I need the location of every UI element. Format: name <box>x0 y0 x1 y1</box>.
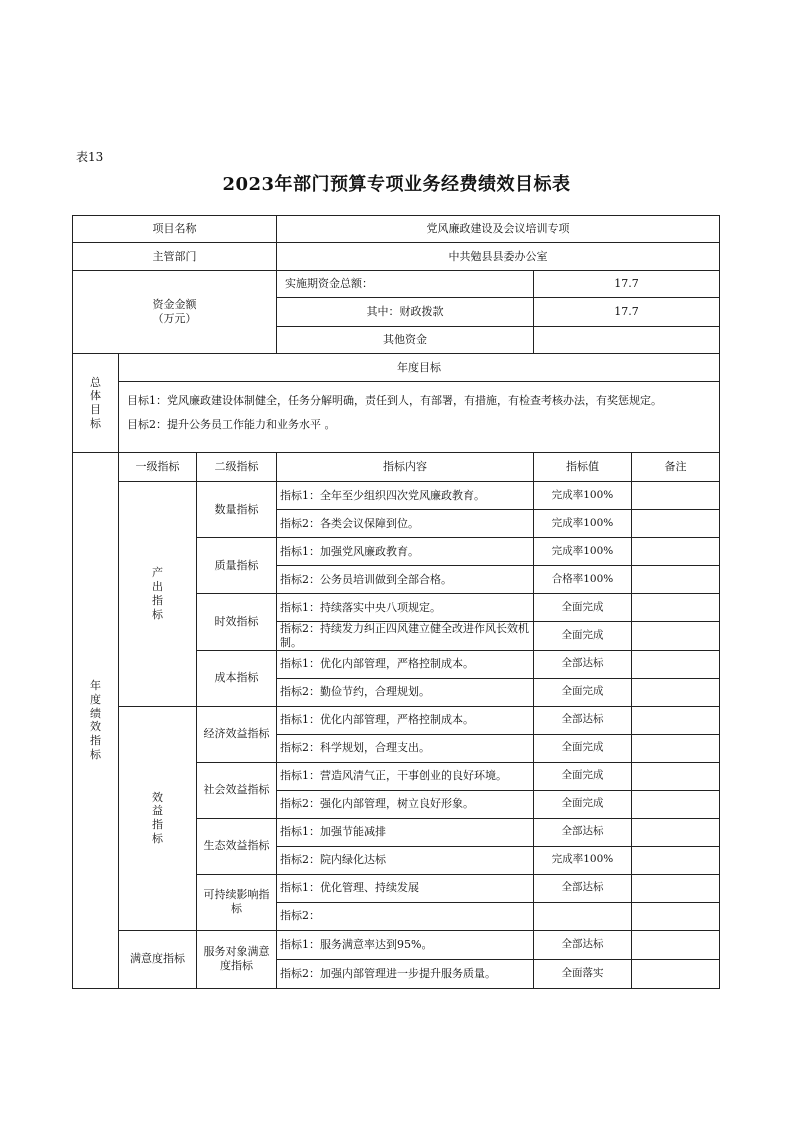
vertical-label-char: 指 <box>152 593 163 607</box>
header-level1: 一级指标 <box>119 453 197 482</box>
funds-total-label: 实施期资金总额： <box>277 271 534 298</box>
row-value: 合格率100% <box>534 566 632 594</box>
vertical-label-text <box>73 679 118 762</box>
satisfaction-indicator-label: 满意度指标 <box>119 930 197 988</box>
row-value: 全面完成 <box>534 762 632 790</box>
goal-1: 目标1：党风廉政建设体制健全，任务分解明确，责任到人，有部署，有措施，有检查考核办法，有奖惩规定。 <box>127 394 662 407</box>
row-content: 指标2：院内绿化达标 <box>277 846 534 874</box>
row-value: 完成率100% <box>534 510 632 538</box>
row-content: 指标1：服务满意率达到95%。 <box>277 930 534 959</box>
vertical-label-char: 益 <box>152 804 163 818</box>
row-note <box>632 959 720 988</box>
vertical-label-char: 总 <box>90 375 101 389</box>
group-quality: 质量指标 <box>197 538 277 594</box>
dept-label: 主管部门 <box>73 243 277 271</box>
vertical-label-char: 产 <box>152 566 163 580</box>
row-content: 指标2：公务员培训做到全部合格。 <box>277 566 534 594</box>
row-value: 全部达标 <box>534 818 632 846</box>
row-value: 全面完成 <box>534 734 632 762</box>
row-note <box>632 538 720 566</box>
row-content: 指标2：各类会议保障到位。 <box>277 510 534 538</box>
row-value <box>534 902 632 930</box>
row-content: 指标1：加强节能减排 <box>277 818 534 846</box>
funds-label-line2: （万元） <box>152 312 197 325</box>
row-note <box>632 930 720 959</box>
row-value: 全部达标 <box>534 650 632 678</box>
group-cost: 成本指标 <box>197 650 277 706</box>
row-note <box>632 706 720 734</box>
group-social: 社会效益指标 <box>197 762 277 818</box>
row-note <box>632 678 720 706</box>
row-note <box>632 622 720 651</box>
group-service: 服务对象满意度指标 <box>197 930 277 988</box>
row-note <box>632 818 720 846</box>
vertical-label-char: 年 <box>90 679 101 692</box>
row-note <box>632 482 720 510</box>
annual-indicator-side-label <box>73 453 119 989</box>
goal-2: 目标2：提升公务员工作能力和业务水平 。 <box>127 418 336 431</box>
vertical-label-char: 度 <box>90 692 101 706</box>
performance-table <box>72 215 720 989</box>
table-number-label: 表13 <box>76 150 104 164</box>
row-content: 指标1：全年至少组织四次党风廉政教育。 <box>277 482 534 510</box>
row-content: 指标2：强化内部管理，树立良好形象。 <box>277 790 534 818</box>
row-content: 指标2：加强内部管理进一步提升服务质量。 <box>277 959 534 988</box>
row-content: 指标1：持续落实中央八项规定。 <box>277 594 534 622</box>
project-name-label: 项目名称 <box>73 216 277 243</box>
row-value: 全面完成 <box>534 678 632 706</box>
goal-text-cell <box>119 382 720 453</box>
project-name-value: 党风廉政建设及会议培训专项 <box>277 216 720 243</box>
row-note <box>632 510 720 538</box>
row-value: 全面完成 <box>534 790 632 818</box>
annual-goal-header: 年度目标 <box>119 354 720 382</box>
row-note <box>632 650 720 678</box>
row-note <box>632 902 720 930</box>
vertical-label-char: 指 <box>90 734 101 747</box>
row-content: 指标2：持续发力纠正四风建立健全改进作风长效机制。 <box>277 622 534 651</box>
vertical-label-char: 标 <box>152 831 163 845</box>
row-value: 完成率100% <box>534 538 632 566</box>
vertical-label-char: 标 <box>152 607 163 621</box>
row-content: 指标1：优化内部管理，严格控制成本。 <box>277 650 534 678</box>
vertical-label-text <box>119 566 196 621</box>
dept-value: 中共勉县县委办公室 <box>277 243 720 271</box>
funds-label-line1: 资金金额 <box>152 298 197 312</box>
vertical-label-char: 效 <box>152 790 163 804</box>
vertical-label-char: 绩 <box>90 706 101 720</box>
row-value: 全部达标 <box>534 706 632 734</box>
vertical-label-char: 效 <box>90 720 101 734</box>
vertical-label-char: 目 <box>90 403 101 416</box>
row-value: 全面完成 <box>534 594 632 622</box>
row-content: 指标1：加强党风廉政教育。 <box>277 538 534 566</box>
header-content: 指标内容 <box>277 453 534 482</box>
funds-fiscal-label: 其中：财政拨款 <box>277 298 534 327</box>
vertical-label-text <box>119 791 196 846</box>
row-note <box>632 846 720 874</box>
row-value: 完成率100% <box>534 482 632 510</box>
row-content: 指标2：科学规划，合理支出。 <box>277 734 534 762</box>
row-value: 完成率100% <box>534 846 632 874</box>
header-note: 备注 <box>632 453 720 482</box>
row-note <box>632 762 720 790</box>
output-indicator-label <box>119 482 197 707</box>
vertical-label-char: 出 <box>152 580 163 593</box>
benefit-indicator-label <box>119 706 197 930</box>
row-value: 全面完成 <box>534 622 632 651</box>
row-content: 指标1：优化管理、持续发展 <box>277 874 534 902</box>
funds-total-value: 17.7 <box>534 271 720 298</box>
row-note <box>632 790 720 818</box>
vertical-label-char: 体 <box>90 389 101 403</box>
header-value: 指标值 <box>534 453 632 482</box>
row-value: 全部达标 <box>534 874 632 902</box>
row-content: 指标1：营造风清气正，干事创业的良好环境。 <box>277 762 534 790</box>
funds-label <box>73 271 277 354</box>
row-note <box>632 874 720 902</box>
vertical-label-text <box>73 376 118 431</box>
row-content: 指标2：勤俭节约，合理规划。 <box>277 678 534 706</box>
vertical-label-char: 标 <box>90 747 101 761</box>
funds-other-label: 其他资金 <box>277 327 534 354</box>
row-value: 全部达标 <box>534 930 632 959</box>
row-note <box>632 734 720 762</box>
row-note <box>632 594 720 622</box>
row-note <box>632 566 720 594</box>
funds-other-value <box>534 327 720 354</box>
vertical-label-char: 指 <box>152 818 163 831</box>
funds-fiscal-value: 17.7 <box>534 298 720 327</box>
group-quantity: 数量指标 <box>197 482 277 538</box>
vertical-label-char: 标 <box>90 416 101 430</box>
page-title: 2023年部门预算专项业务经费绩效目标表 <box>222 174 571 195</box>
group-ecological: 生态效益指标 <box>197 818 277 874</box>
overall-goal-side-label <box>73 354 119 453</box>
row-content: 指标1：优化内部管理，严格控制成本。 <box>277 706 534 734</box>
header-level2: 二级指标 <box>197 453 277 482</box>
row-content: 指标2： <box>277 902 534 930</box>
group-economic: 经济效益指标 <box>197 706 277 762</box>
row-value: 全面落实 <box>534 959 632 988</box>
group-sustainable: 可持续影响指标 <box>197 874 277 930</box>
group-timeliness: 时效指标 <box>197 594 277 651</box>
